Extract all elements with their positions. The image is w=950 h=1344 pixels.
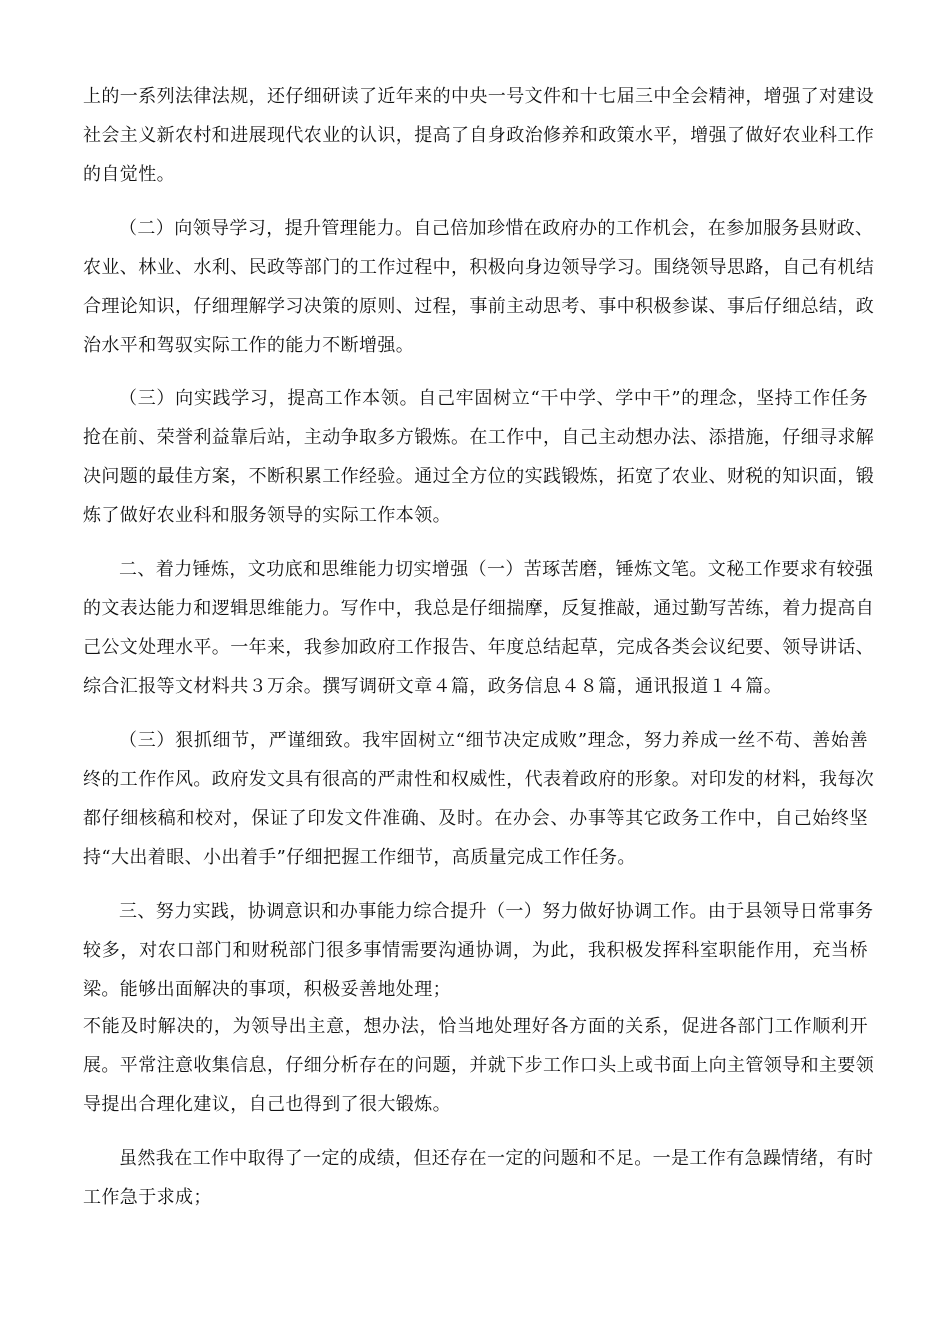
text-line: 决问题的最佳方案，不断积累工作经验。通过全方位的实践锻炼，拓宽了农业、财税的知识面，锻	[83, 466, 875, 487]
text-line: 虽然我在工作中取得了一定的成绩，但还存在一定的问题和不足。一是工作有急躁情绪，有时	[119, 1148, 874, 1169]
text-line: 合理论知识，仔细理解学习决策的原则、过程，事前主动思考、事中积极参谋、事后仔细总结，政	[83, 296, 875, 317]
text-line: 都仔细核稿和校对，保证了印发文件准确、及时。在办会、办事等其它政务工作中，自己始终坚	[83, 808, 868, 829]
text-line: 的文表达能力和逻辑思维能力。写作中，我总是仔细揣摩，反复推敲，通过勤写苦练，着力提高自	[83, 598, 875, 619]
text-line: （三）向实践学习，提高工作本领。自己牢固树立“干中学、学中干”的理念，坚持工作任务	[119, 388, 868, 409]
text-line: 上的一系列法律法规，还仔细研读了近年来的中央一号文件和十七届三中全会精神，增强了对建设	[83, 86, 875, 107]
text-line: 三、努力实践，协调意识和办事能力综合提升（一）努力做好协调工作。由于县领导日常事务	[119, 901, 874, 922]
text-line: 持“大出着眼、小出着手”仔细把握工作细节，高质量完成工作任务。	[83, 847, 636, 868]
text-line: 炼了做好农业科和服务领导的实际工作本领。	[83, 505, 451, 526]
text-line: （二）向领导学习，提升管理能力。自己倍加珍惜在政府办的工作机会，在参加服务县财政、	[119, 218, 874, 239]
text-line: 终的工作作风。政府发文具有很高的严肃性和权威性，代表着政府的形象。对印发的材料，我每次	[83, 769, 875, 790]
text-line: 综合汇报等文材料共３万余。撰写调研文章４篇，政务信息４８篇，通讯报道１４篇。	[83, 676, 783, 697]
text-line: 导提出合理化建议，自己也得到了很大锻炼。	[83, 1094, 451, 1115]
text-line: 农业、林业、水利、民政等部门的工作过程中，积极向身边领导学习。围绕领导思路，自己有机结	[83, 257, 875, 278]
text-line: 二、着力锤炼，文功底和思维能力切实增强（一）苦琢苦磨，锤炼文笔。文秘工作要求有较强	[119, 559, 874, 580]
text-line: 抢在前、荣誉利益靠后站，主动争取多方锻炼。在工作中，自己主动想办法、添措施，仔细寻求解	[83, 427, 875, 448]
text-line: 不能及时解决的，为领导出主意，想办法，恰当地处理好各方面的关系，促进各部门工作顺利开	[83, 1016, 868, 1037]
text-line: 梁。能够出面解决的事项，积极妥善地处理；	[83, 979, 451, 1000]
text-line: 治水平和驾驭实际工作的能力不断增强。	[83, 335, 415, 356]
text-line: 较多，对农口部门和财税部门很多事情需要沟通协调，为此，我积极发挥科室职能作用，充当桥	[83, 940, 868, 961]
text-line: 的自觉性。	[83, 164, 175, 185]
text-line: 社会主义新农村和进展现代农业的认识，提高了自身政治修养和政策水平，增强了做好农业科工作	[83, 125, 875, 146]
text-line: 己公文处理水平。一年来，我参加政府工作报告、年度总结起草，完成各类会议纪要、领导讲话、	[83, 637, 875, 658]
text-line: 工作急于求成；	[83, 1187, 212, 1208]
text-line: （三）狠抓细节，严谨细致。我牢固树立“细节决定成败”理念，努力养成一丝不苟、善始善	[119, 730, 868, 751]
text-line: 展。平常注意收集信息，仔细分析存在的问题，并就下步工作口头上或书面上向主管领导和主要领	[83, 1055, 875, 1076]
